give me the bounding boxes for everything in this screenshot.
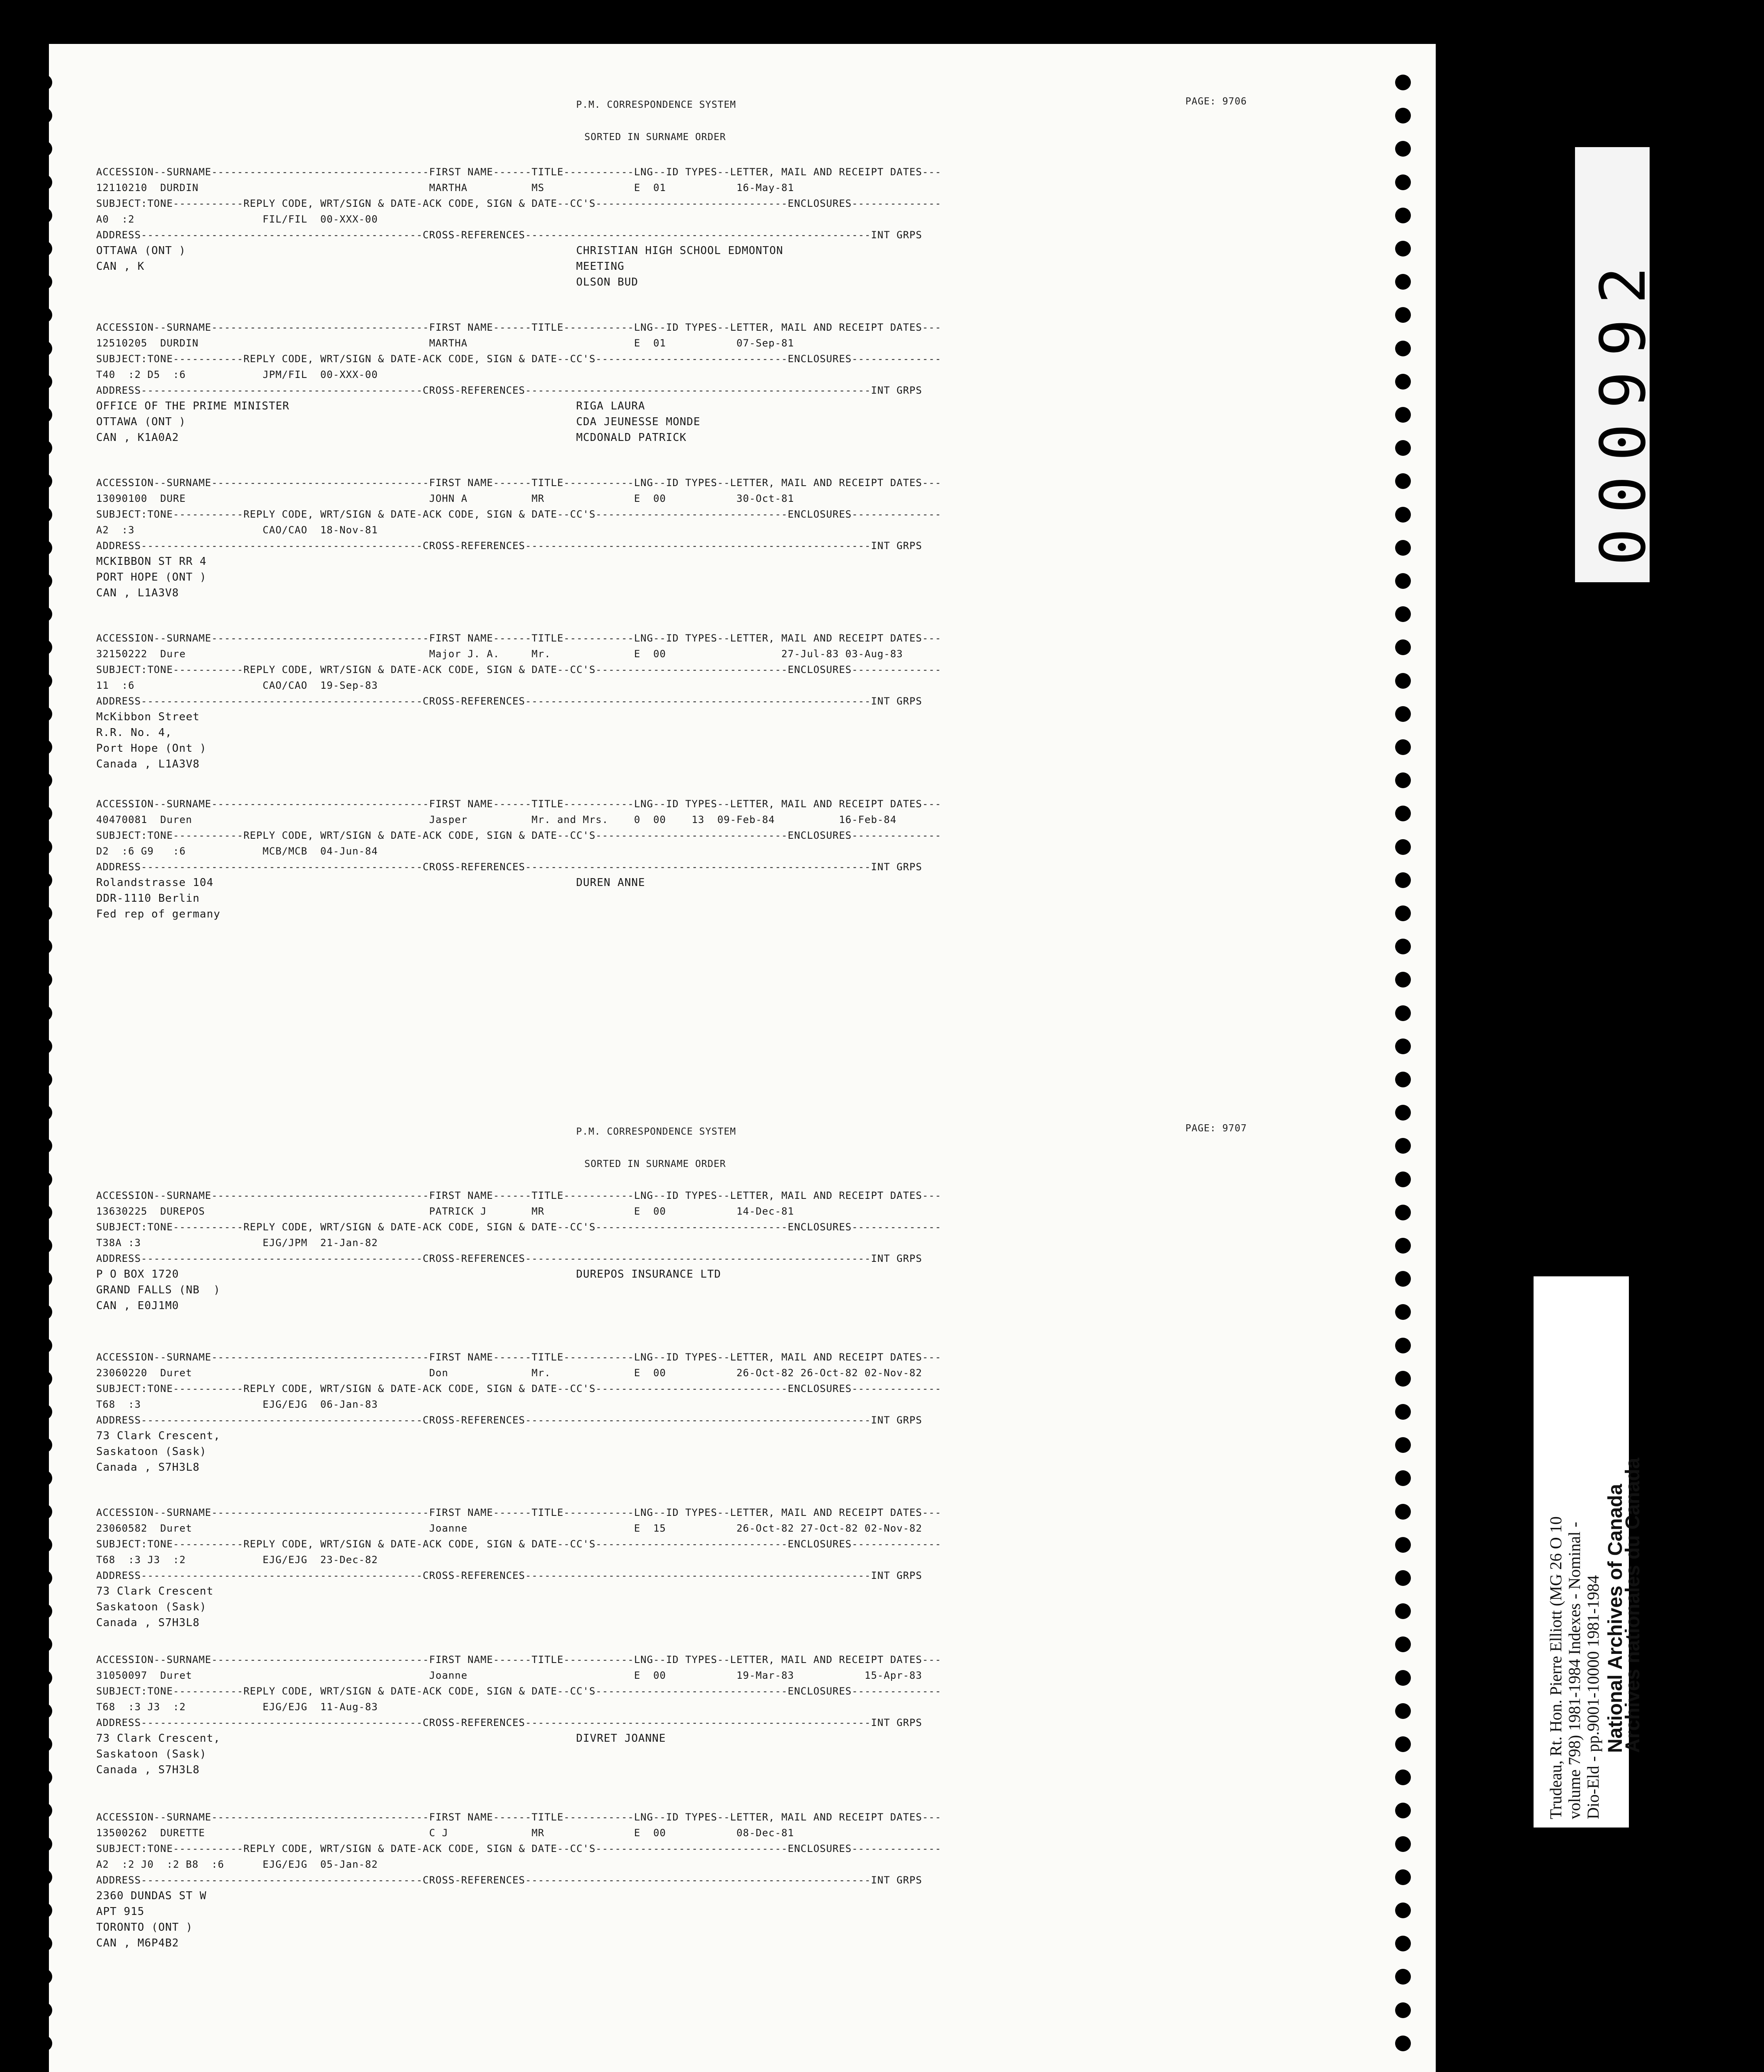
- address-line: Port Hope (Ont ): [96, 742, 207, 755]
- feed-hole-right: [1395, 241, 1411, 257]
- address-line: OTTAWA (ONT ): [96, 416, 186, 428]
- feed-hole-left: [36, 208, 52, 223]
- sort-order: SORTED IN SURNAME ORDER: [584, 1159, 726, 1169]
- feed-hole-left: [36, 673, 52, 689]
- feed-hole-right: [1395, 1903, 1411, 1918]
- feed-hole-right: [1395, 1271, 1411, 1287]
- address-line: Saskatoon (Sask): [96, 1748, 207, 1760]
- header-row-3: ADDRESS--------------------------------------------CROSS-REFERENCES------------------------------------------------------INT GRPS: [96, 1570, 922, 1581]
- address-line: 73 Clark Crescent: [96, 1585, 214, 1598]
- header-row-2: SUBJECT:TONE-----------REPLY CODE, WRT/SIGN & DATE-ACK CODE, SIGN & DATE--CC'S------------------------------ENCLOSURES--------------: [96, 1538, 942, 1550]
- feed-hole-right: [1395, 407, 1411, 423]
- feed-hole-left: [36, 1404, 52, 1420]
- record-row-1: 13500262 DURETTE C J MR E 00 08-Dec-81: [96, 1827, 794, 1839]
- feed-hole-left: [36, 407, 52, 423]
- feed-hole-left: [36, 2036, 52, 2051]
- feed-hole-left: [36, 374, 52, 390]
- address-line: OFFICE OF THE PRIME MINISTER: [96, 400, 290, 412]
- cross-reference: MCDONALD PATRICK: [576, 431, 687, 444]
- feed-hole-right: [1395, 1205, 1411, 1220]
- feed-hole-right: [1395, 1769, 1411, 1785]
- feed-hole-left: [36, 1504, 52, 1520]
- header-row-2: SUBJECT:TONE-----------REPLY CODE, WRT/SIGN & DATE-ACK CODE, SIGN & DATE--CC'S------------------------------ENCLOSURES--------------: [96, 664, 942, 675]
- header-row-3: ADDRESS--------------------------------------------CROSS-REFERENCES------------------------------------------------------INT GRPS: [96, 861, 922, 873]
- header-row-2: SUBJECT:TONE-----------REPLY CODE, WRT/SIGN & DATE-ACK CODE, SIGN & DATE--CC'S------------------------------ENCLOSURES--------------: [96, 1383, 942, 1394]
- feed-hole-left: [36, 606, 52, 622]
- feed-hole-right: [1395, 573, 1411, 589]
- feed-hole-left: [36, 1903, 52, 1918]
- record-row-2: T38A :3 EJG/JPM 21-Jan-82: [96, 1237, 378, 1249]
- feed-hole-right: [1395, 872, 1411, 888]
- record-row-2: T68 :3 EJG/EJG 06-Jan-83: [96, 1399, 378, 1410]
- feed-hole-left: [36, 108, 52, 123]
- feed-hole-left: [36, 174, 52, 190]
- header-row-3: ADDRESS--------------------------------------------CROSS-REFERENCES------------------------------------------------------INT GRPS: [96, 1717, 922, 1728]
- header-row-3: ADDRESS--------------------------------------------CROSS-REFERENCES------------------------------------------------------INT GRPS: [96, 1874, 922, 1886]
- address-line: CAN , L1A3V8: [96, 587, 179, 599]
- feed-hole-right: [1395, 939, 1411, 954]
- feed-hole-left: [36, 1869, 52, 1885]
- cross-reference: RIGA LAURA: [576, 400, 645, 412]
- feed-hole-right: [1395, 1338, 1411, 1353]
- address-line: Canada , S7H3L8: [96, 1461, 200, 1474]
- address-line: Fed rep of germany: [96, 908, 220, 920]
- label-line-2: volume 798) 1981-1984 Indexes - Nominal -: [1565, 1522, 1584, 1819]
- feed-hole-left: [36, 1736, 52, 1752]
- feed-hole-left: [36, 540, 52, 556]
- header-row-2: SUBJECT:TONE-----------REPLY CODE, WRT/SIGN & DATE-ACK CODE, SIGN & DATE--CC'S------------------------------ENCLOSURES--------------: [96, 353, 942, 365]
- address-line: P O BOX 1720: [96, 1268, 179, 1280]
- feed-hole-left: [36, 1936, 52, 1951]
- feed-hole-left: [36, 241, 52, 257]
- feed-hole-left: [36, 1271, 52, 1287]
- feed-hole-left: [36, 1105, 52, 1121]
- feed-hole-right: [1395, 108, 1411, 123]
- header-row-3: ADDRESS--------------------------------------------CROSS-REFERENCES------------------------------------------------------INT GRPS: [96, 695, 922, 707]
- feed-hole-right: [1395, 440, 1411, 456]
- feed-hole-right: [1395, 1005, 1411, 1021]
- header-row-1: ACCESSION--SURNAME----------------------------------FIRST NAME------TITLE-----------LNG--ID TYPES--LETTER, MAIL AND RECEIPT DATES---: [96, 477, 942, 489]
- feed-hole-right: [1395, 1172, 1411, 1187]
- feed-hole-left: [36, 1769, 52, 1785]
- header-row-3: ADDRESS--------------------------------------------CROSS-REFERENCES------------------------------------------------------INT GRPS: [96, 1253, 922, 1264]
- record-row-2: A0 :2 FIL/FIL 00-XXX-00: [96, 213, 378, 225]
- feed-hole-right: [1395, 1670, 1411, 1686]
- feed-hole-left: [36, 1172, 52, 1187]
- feed-hole-left: [36, 1005, 52, 1021]
- feed-hole-left: [36, 839, 52, 855]
- header-row-1: ACCESSION--SURNAME----------------------------------FIRST NAME------TITLE-----------LNG--ID TYPES--LETTER, MAIL AND RECEIPT DATES---: [96, 166, 942, 178]
- header-row-1: ACCESSION--SURNAME----------------------------------FIRST NAME------TITLE-----------LNG--ID TYPES--LETTER, MAIL AND RECEIPT DATES---: [96, 1811, 942, 1823]
- address-line: APT 915: [96, 1905, 145, 1918]
- address-line: MCKIBBON ST RR 4: [96, 555, 207, 568]
- feed-hole-left: [36, 341, 52, 356]
- header-row-3: ADDRESS--------------------------------------------CROSS-REFERENCES------------------------------------------------------INT GRPS: [96, 229, 922, 241]
- record-row-2: T68 :3 J3 :2 EJG/EJG 23-Dec-82: [96, 1554, 378, 1566]
- feed-hole-left: [36, 905, 52, 921]
- feed-hole-left: [36, 872, 52, 888]
- feed-hole-right: [1395, 1437, 1411, 1453]
- address-line: DDR-1110 Berlin: [96, 892, 200, 905]
- feed-hole-right: [1395, 1703, 1411, 1719]
- header-row-1: ACCESSION--SURNAME----------------------------------FIRST NAME------TITLE-----------LNG--ID TYPES--LETTER, MAIL AND RECEIPT DATES---: [96, 1507, 942, 1518]
- address-line: OTTAWA (ONT ): [96, 244, 186, 257]
- address-line: GRAND FALLS (NB ): [96, 1284, 220, 1296]
- cross-reference: DUREN ANNE: [576, 876, 645, 889]
- header-row-1: ACCESSION--SURNAME----------------------------------FIRST NAME------TITLE-----------LNG--ID TYPES--LETTER, MAIL AND RECEIPT DATES---: [96, 1351, 942, 1363]
- label-line-1: Trudeau, Rt. Hon. Pierre Elliott (MG 26 O 10: [1546, 1516, 1565, 1819]
- feed-hole-left: [36, 706, 52, 722]
- feed-hole-right: [1395, 341, 1411, 356]
- feed-hole-right: [1395, 839, 1411, 855]
- record-row-1: 40470081 Duren Jasper Mr. and Mrs. 0 00 13 09-Feb-84 16-Feb-84: [96, 814, 897, 825]
- feed-hole-right: [1395, 739, 1411, 755]
- page-number: PAGE: 9706: [1185, 96, 1247, 107]
- feed-hole-right: [1395, 1570, 1411, 1586]
- record-row-1: 23060220 Duret Don Mr. E 00 26-Oct-82 26-Oct-82 02-Nov-82: [96, 1367, 922, 1379]
- address-line: Canada , S7H3L8: [96, 1617, 200, 1629]
- header-row-2: SUBJECT:TONE-----------REPLY CODE, WRT/SIGN & DATE-ACK CODE, SIGN & DATE--CC'S------------------------------ENCLOSURES--------------: [96, 1221, 942, 1233]
- feed-hole-left: [36, 573, 52, 589]
- header-row-2: SUBJECT:TONE-----------REPLY CODE, WRT/SIGN & DATE-ACK CODE, SIGN & DATE--CC'S------------------------------ENCLOSURES--------------: [96, 830, 942, 841]
- system-title: P.M. CORRESPONDENCE SYSTEM: [576, 99, 737, 110]
- feed-hole-left: [36, 2002, 52, 2018]
- feed-hole-right: [1395, 1869, 1411, 1885]
- header-row-1: ACCESSION--SURNAME----------------------------------FIRST NAME------TITLE-----------LNG--ID TYPES--LETTER, MAIL AND RECEIPT DATES---: [96, 1190, 942, 1201]
- feed-hole-left: [36, 1072, 52, 1087]
- record-row-1: 23060582 Duret Joanne E 15 26-Oct-82 27-Oct-82 02-Nov-82: [96, 1523, 922, 1534]
- cross-reference: OLSON BUD: [576, 276, 638, 288]
- feed-hole-left: [36, 1570, 52, 1586]
- feed-hole-right: [1395, 1105, 1411, 1121]
- record-row-1: 31050097 Duret Joanne E 00 19-Mar-83 15-Apr-83: [96, 1670, 922, 1681]
- cross-reference: DUREPOS INSURANCE LTD: [576, 1268, 721, 1280]
- cross-reference: MEETING: [576, 260, 625, 273]
- header-row-2: SUBJECT:TONE-----------REPLY CODE, WRT/SIGN & DATE-ACK CODE, SIGN & DATE--CC'S------------------------------ENCLOSURES--------------: [96, 508, 942, 520]
- feed-hole-right: [1395, 2036, 1411, 2051]
- record-row-1: 13630225 DUREPOS PATRICK J MR E 00 14-Dec-81: [96, 1205, 794, 1217]
- address-line: Canada , S7H3L8: [96, 1764, 200, 1776]
- feed-hole-left: [36, 507, 52, 523]
- feed-hole-left: [36, 274, 52, 290]
- address-line: CAN , K: [96, 260, 145, 273]
- feed-hole-left: [36, 939, 52, 954]
- archive-label: [1534, 1276, 1644, 1828]
- record-row-2: 11 :6 CAO/CAO 19-Sep-83: [96, 680, 378, 691]
- address-line: TORONTO (ONT ): [96, 1921, 193, 1934]
- feed-hole-right: [1395, 274, 1411, 290]
- feed-hole-left: [36, 1437, 52, 1453]
- header-row-1: ACCESSION--SURNAME----------------------------------FIRST NAME------TITLE-----------LNG--ID TYPES--LETTER, MAIL AND RECEIPT DATES---: [96, 632, 942, 644]
- header-row-2: SUBJECT:TONE-----------REPLY CODE, WRT/SIGN & DATE-ACK CODE, SIGN & DATE--CC'S------------------------------ENCLOSURES--------------: [96, 198, 942, 209]
- header-row-3: ADDRESS--------------------------------------------CROSS-REFERENCES------------------------------------------------------INT GRPS: [96, 385, 922, 396]
- feed-hole-right: [1395, 673, 1411, 689]
- feed-hole-right: [1395, 208, 1411, 223]
- feed-hole-right: [1395, 1238, 1411, 1254]
- label-org-fr: Archives nationales du Canada: [1622, 1457, 1644, 1753]
- feed-hole-right: [1395, 1736, 1411, 1752]
- sort-order: SORTED IN SURNAME ORDER: [584, 132, 726, 143]
- feed-hole-right: [1395, 75, 1411, 90]
- feed-hole-right: [1395, 1371, 1411, 1387]
- cross-reference: DIVRET JOANNE: [576, 1732, 666, 1745]
- address-line: R.R. No. 4,: [96, 726, 172, 739]
- feed-hole-right: [1395, 1603, 1411, 1619]
- feed-hole-left: [36, 739, 52, 755]
- feed-hole-right: [1395, 1836, 1411, 1852]
- feed-hole-left: [36, 1703, 52, 1719]
- feed-hole-left: [36, 1371, 52, 1387]
- feed-hole-left: [36, 1603, 52, 1619]
- feed-hole-right: [1395, 1404, 1411, 1420]
- address-line: 73 Clark Crescent,: [96, 1732, 220, 1745]
- address-line: 73 Clark Crescent,: [96, 1430, 220, 1442]
- feed-hole-right: [1395, 706, 1411, 722]
- address-line: Saskatoon (Sask): [96, 1445, 207, 1458]
- address-line: PORT HOPE (ONT ): [96, 571, 207, 583]
- address-line: Canada , L1A3V8: [96, 758, 200, 770]
- label-org-en: National Archives of Canada: [1604, 1484, 1626, 1753]
- feed-hole-left: [36, 1205, 52, 1220]
- feed-hole-right: [1395, 540, 1411, 556]
- feed-hole-right: [1395, 1072, 1411, 1087]
- header-row-2: SUBJECT:TONE-----------REPLY CODE, WRT/SIGN & DATE-ACK CODE, SIGN & DATE--CC'S------------------------------ENCLOSURES--------------: [96, 1685, 942, 1697]
- address-line: Saskatoon (Sask): [96, 1601, 207, 1613]
- address-line: 2360 DUNDAS ST W: [96, 1890, 207, 1902]
- microfilm-frame-stamp: [1575, 147, 1660, 582]
- record-row-1: 12110210 DURDIN MARTHA MS E 01 16-May-81: [96, 182, 794, 194]
- record-row-2: T40 :2 D5 :6 JPM/FIL 00-XXX-00: [96, 369, 378, 380]
- record-row-1: 12510205 DURDIN MARTHA E 01 07-Sep-81: [96, 337, 794, 349]
- frame-number: 000992: [1587, 252, 1660, 566]
- record-row-2: D2 :6 G9 :6 MCB/MCB 04-Jun-84: [96, 845, 378, 857]
- header-row-3: ADDRESS--------------------------------------------CROSS-REFERENCES------------------------------------------------------INT GRPS: [96, 540, 922, 552]
- feed-hole-left: [36, 75, 52, 90]
- feed-hole-right: [1395, 174, 1411, 190]
- feed-hole-left: [36, 1670, 52, 1686]
- feed-hole-right: [1395, 606, 1411, 622]
- header-row-1: ACCESSION--SURNAME----------------------------------FIRST NAME------TITLE-----------LNG--ID TYPES--LETTER, MAIL AND RECEIPT DATES---: [96, 798, 942, 810]
- feed-hole-right: [1395, 1504, 1411, 1520]
- feed-hole-right: [1395, 2002, 1411, 2018]
- label-line-3: Dio-Eld - pp.9001-10000 1981-1984: [1584, 1575, 1602, 1819]
- feed-hole-left: [36, 1836, 52, 1852]
- feed-hole-left: [36, 1038, 52, 1054]
- feed-hole-right: [1395, 374, 1411, 390]
- address-line: CAN , E0J1M0: [96, 1300, 179, 1312]
- record-row-1: 32150222 Dure Major J. A. Mr. E 00 27-Jul-83 03-Aug-83: [96, 648, 903, 660]
- record-row-1: 13090100 DURE JOHN A MR E 00 30-Oct-81: [96, 493, 794, 504]
- feed-hole-left: [36, 772, 52, 788]
- address-line: CAN , K1A0A2: [96, 431, 179, 444]
- record-row-2: A2 :3 CAO/CAO 18-Nov-81: [96, 524, 378, 536]
- feed-hole-left: [36, 1537, 52, 1553]
- feed-hole-right: [1395, 507, 1411, 523]
- address-line: Rolandstrasse 104: [96, 876, 214, 889]
- feed-hole-left: [36, 440, 52, 456]
- address-line: McKibbon Street: [96, 711, 200, 723]
- feed-hole-right: [1395, 1038, 1411, 1054]
- record-row-2: T68 :3 J3 :2 EJG/EJG 11-Aug-83: [96, 1701, 378, 1713]
- system-title: P.M. CORRESPONDENCE SYSTEM: [576, 1126, 737, 1137]
- header-row-3: ADDRESS--------------------------------------------CROSS-REFERENCES------------------------------------------------------INT GRPS: [96, 1414, 922, 1426]
- feed-hole-right: [1395, 772, 1411, 788]
- cross-reference: CHRISTIAN HIGH SCHOOL EDMONTON: [576, 244, 783, 257]
- feed-hole-left: [36, 1338, 52, 1353]
- feed-hole-left: [36, 1238, 52, 1254]
- feed-hole-right: [1395, 1936, 1411, 1951]
- feed-hole-right: [1395, 1537, 1411, 1553]
- address-line: CAN , M6P4B2: [96, 1937, 179, 1949]
- header-row-1: ACCESSION--SURNAME----------------------------------FIRST NAME------TITLE-----------LNG--ID TYPES--LETTER, MAIL AND RECEIPT DATES---: [96, 322, 942, 333]
- page-number: PAGE: 9707: [1185, 1123, 1247, 1134]
- feed-hole-right: [1395, 905, 1411, 921]
- cross-reference: CDA JEUNESSE MONDE: [576, 416, 700, 428]
- header-row-1: ACCESSION--SURNAME----------------------------------FIRST NAME------TITLE-----------LNG--ID TYPES--LETTER, MAIL AND RECEIPT DATES---: [96, 1654, 942, 1665]
- record-row-2: A2 :2 J0 :2 B8 :6 EJG/EJG 05-Jan-82: [96, 1859, 378, 1870]
- header-row-2: SUBJECT:TONE-----------REPLY CODE, WRT/SIGN & DATE-ACK CODE, SIGN & DATE--CC'S------------------------------ENCLOSURES--------------: [96, 1843, 942, 1854]
